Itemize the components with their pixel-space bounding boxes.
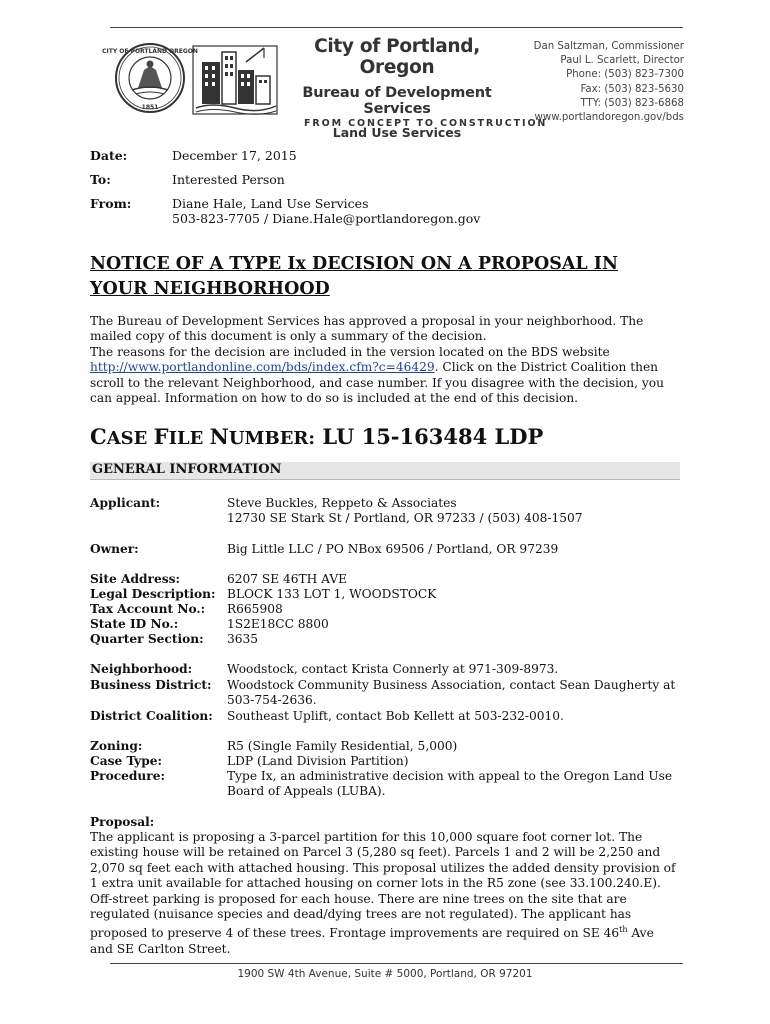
to-label: To:: [90, 172, 111, 187]
commissioner: Dan Saltzman, Commissioner: [533, 41, 684, 52]
intro-p2-text: The reasons for the decision are included in the version located on the BDS website: [90, 344, 610, 359]
site-address-value: 6207 SE 46TH AVE: [227, 572, 348, 586]
tax-account-label: Tax Account No.:: [90, 602, 206, 616]
applicant-value: [227, 496, 685, 526]
neighborhood-label: Neighborhood:: [90, 662, 193, 676]
zoning-label: Zoning:: [90, 739, 143, 753]
tax-account-value: R665908: [227, 602, 283, 616]
case-type-value: LDP (Land Division Partition): [227, 754, 409, 768]
applicant-address: 12730 SE Stark St / Portland, OR 97233 / (503) 408-1507: [227, 511, 583, 526]
division-name: Land Use Services: [332, 125, 462, 140]
procedure-label: Procedure:: [90, 769, 165, 783]
zoning-value: R5 (Single Family Residential, 5,000): [227, 739, 458, 753]
from-value-1: Diane Hale, Land Use Services: [172, 196, 369, 211]
general-information-heading: [90, 462, 680, 480]
district-coalition-label: District Coalition:: [90, 709, 213, 723]
procedure-value: Type Ix, an administrative decision with appeal to the Oregon Land Use Board of Appeals (LUBA).: [227, 769, 673, 799]
applicant-label: Applicant:: [90, 496, 161, 510]
date-label: Date:: [90, 148, 128, 163]
state-id-label: State ID No.:: [90, 617, 179, 631]
case-label-ile: ILE: [168, 428, 210, 449]
proposal-superscript: th: [619, 925, 628, 935]
bureau-name: Bureau of Development Services: [302, 85, 492, 117]
business-district-label: Business District:: [90, 678, 212, 692]
city-name: City of Portland, Oregon: [314, 36, 480, 78]
proposal-text: [90, 830, 680, 957]
seal-text: CITY OF PORTLAND OREGON: [102, 48, 198, 55]
notice-title: NOTICE OF A TYPE Ix DECISION ON A PROPOSAL IN YOUR NEIGHBORHOOD: [90, 254, 618, 299]
state-id-value: 1S2E18CC 8800: [227, 617, 329, 631]
intro-p1: The Bureau of Development Services has approved a proposal in your neighborhood. The mailed copy of this document is only a summary of the decision.: [90, 314, 644, 344]
general-heading-text: GENERAL INFORMATION: [92, 462, 282, 477]
legal-description-value: BLOCK 133 LOT 1, WOODSTOCK: [227, 587, 437, 601]
footer-address: 1900 SW 4th Avenue, Suite # 5000, Portland, OR 97201: [237, 968, 533, 980]
phone: Phone: (503) 823-7300: [566, 69, 684, 81]
intro-p2-rest: . Click on the District Coalition then scroll to the relevant Neighborhood, and case number. If you disagree with the decision, you can appeal. Information on how to do so is included at the end of this decision.: [90, 360, 664, 406]
case-label-c: C: [90, 424, 107, 449]
business-district-value: Woodstock Community Business Association, contact Sean Daugherty at 503-754-2636.: [227, 678, 676, 708]
case-number-value: LU 15-163484 LDP: [322, 424, 544, 449]
to-value: Interested Person: [172, 172, 285, 187]
intro-p2: [90, 345, 685, 407]
website-link[interactable]: www.portlandoregon.gov/bds: [534, 112, 684, 124]
case-file-number: [90, 424, 543, 449]
proposal-label: Proposal:: [90, 815, 155, 829]
district-coalition-value: Southeast Uplift, contact Bob Kellett at 503-232-0010.: [227, 709, 564, 723]
site-address-label: Site Address:: [90, 572, 180, 586]
case-number: [315, 424, 543, 449]
contact-block: [534, 40, 684, 125]
date-value: December 17, 2015: [172, 148, 297, 163]
quarter-section-label: Quarter Section:: [90, 632, 204, 646]
proposal-body: The applicant is proposing a 3-parcel partition for this 10,000 square foot corner lot. The existing house will be retained on Parcel 3 (5,280 sq feet). Parcels 1 and 2 will be 2,250 and 2,070 sq feet each with attached housing. This proposal utilizes the added density provision of 1 extra unit available for attached housing on corner lots in the R5 zone (see 33.100.240.E). Off-street parking is proposed for each house. There are nine trees on the site that are regulated (nuisance species and dead/dying trees are not regulated). The applicant has proposed to preserve 4 of these trees. Frontage improvements are required on SE 46: [90, 830, 676, 941]
tty: TTY: (503) 823-6868: [580, 97, 684, 109]
tagline: FROM CONCEPT TO CONSTRUCTION: [304, 118, 548, 129]
intro-paragraph: [90, 314, 685, 406]
neighborhood-value: Woodstock, contact Krista Connerly at 971-309-8973.: [227, 662, 559, 676]
quarter-section-value: 3635: [227, 632, 259, 646]
owner-value: Big Little LLC / PO NBox 69506 / Portland, OR 97239: [227, 542, 559, 556]
proposal-body-end: Ave and SE Carlton Street.: [90, 926, 654, 956]
case-label-n: N: [209, 424, 229, 449]
from-value-2: 503-823-7705 / Diane.Hale@portlandoregon.gov: [172, 211, 481, 226]
city-seal-icon: [102, 42, 198, 114]
case-label-f: F: [153, 424, 169, 449]
case-type-label: Case Type:: [90, 754, 163, 768]
top-rule: [110, 27, 683, 28]
bds-skyline-logo-icon: [190, 42, 280, 118]
case-label-umber: UMBER:: [228, 428, 316, 449]
from-label: From:: [90, 196, 132, 211]
legal-description-label: Legal Description:: [90, 587, 216, 601]
director: Paul L. Scarlett, Director: [560, 55, 684, 67]
bds-website-link[interactable]: http://www.portlandonline.com/bds/index.cfm?c=46429: [90, 360, 435, 375]
seal-year: 1851: [141, 104, 159, 111]
applicant-name: Steve Buckles, Reppeto & Associates: [227, 496, 457, 510]
owner-label: Owner:: [90, 542, 139, 556]
bottom-rule: [110, 963, 683, 964]
case-label-ase: ASE: [106, 428, 154, 449]
fax: Fax: (503) 823-5630: [580, 83, 684, 95]
